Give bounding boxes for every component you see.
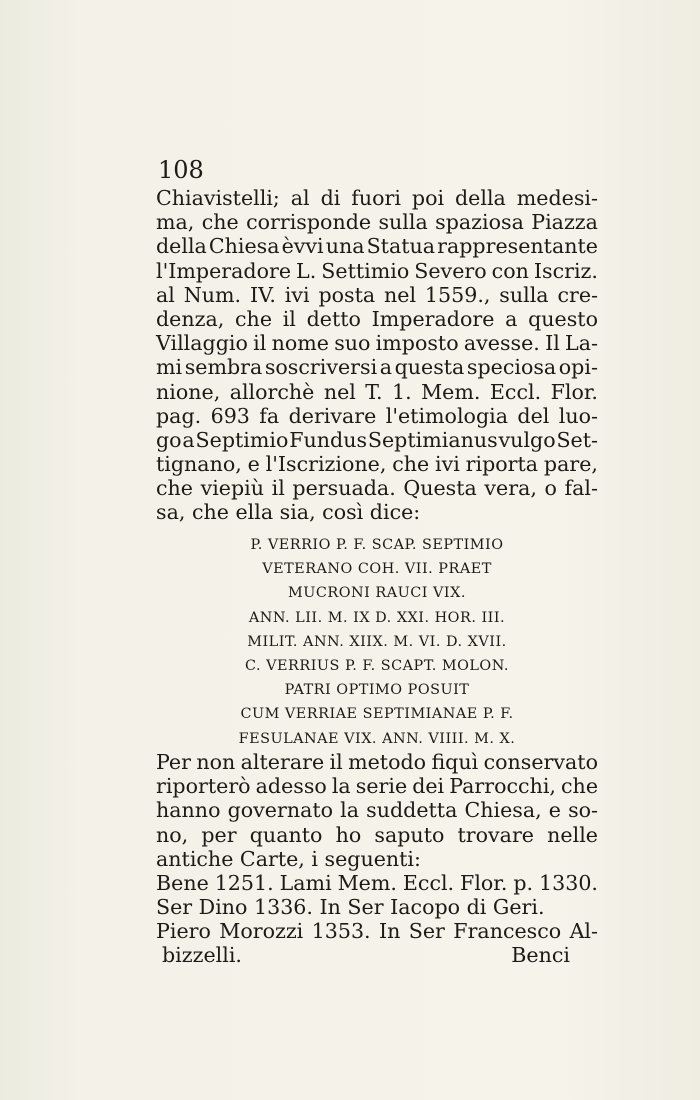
text-line: Piero Morozzi 1353. In Ser Francesco Al- — [156, 919, 598, 944]
body-text — [156, 186, 598, 525]
text-line: Bene 1251. Lami Mem. Eccl. Flor. p. 1330. — [156, 870, 598, 895]
latin-inscription — [156, 533, 598, 751]
inscription-line: VETERANO COH. VII. PRAET — [262, 561, 492, 578]
catchword: Benci — [511, 943, 570, 967]
footer-continuation: bizzelli. — [162, 943, 242, 967]
inscription-line: ANN. LII. M. IX D. XXI. HOR. III. — [248, 609, 506, 626]
inscription-line: P. VERRIO P. F. SCAP. SEPTIMIO — [250, 537, 504, 553]
text-line: sa, che ella sia, così dice: — [156, 500, 421, 525]
text-line: antiche Carte, i seguenti: — [156, 846, 421, 871]
text-line: al Num. IV. ivi posta nel 1559., sulla cre- — [156, 282, 598, 307]
text-line: go a Septimio Fundus Septimianus vulgo Set- — [156, 427, 598, 452]
text-line: ma, che corrisponde sulla spaziosa Piazza — [156, 210, 598, 235]
inscription-line: PATRI OPTIMO POSUIT — [284, 682, 470, 699]
text-line: riporterò adesso la serie dei Parrocchi, che — [156, 774, 598, 799]
text-line: Chiavistelli; al di fuori poi della medesi- — [156, 186, 598, 210]
text-line: nione, allorchè nel T. 1. Mem. Eccl. Flor. — [156, 379, 598, 404]
inscription-line: C. VERRIUS P. F. SCAPT. MOLON. — [245, 657, 509, 674]
inscription-line: MUCRONI RAUCI VIX. — [288, 585, 466, 602]
text-line: pag. 693 fa derivare l'etimologia del luo- — [156, 403, 598, 428]
text-line: no, per quanto ho saputo trovare nelle — [156, 822, 598, 847]
text-line: Ser Dino 1336. In Ser Iacopo di Geri. — [156, 895, 545, 920]
text-line: l'Imperadore L. Settimio Severo con Iscriz. — [156, 258, 598, 283]
inscription-line: CUM VERRIAE SEPTIMIANAE P. F. — [240, 706, 514, 723]
parish-text — [156, 750, 598, 944]
page-footer — [162, 943, 570, 967]
text-line: hanno governato la suddetta Chiesa, e so- — [156, 798, 598, 823]
inscription-line: FESULANAE VIX. ANN. VIIII. M. X. — [238, 730, 516, 747]
text-line: della Chiesa èvvi una Statua rappresentante — [156, 234, 598, 259]
text-line: mi sembra soscriversi a questa speciosa opi- — [156, 355, 598, 380]
text-line: denza, che il detto Imperadore a questo — [156, 306, 598, 331]
text-line: tignano, e l'Iscrizione, che ivi riporta pare, — [156, 452, 598, 477]
text-line: Per non alterare il metodo fiquì conservato — [156, 750, 598, 774]
page-number: 108 — [158, 156, 204, 184]
text-line: Villaggio il nome suo imposto avesse. Il La- — [156, 331, 598, 356]
text-line: che viepiù il persuada. Questa vera, o fal- — [156, 476, 598, 501]
inscription-line: MILIT. ANN. XIIX. M. VI. D. XVII. — [247, 633, 507, 650]
